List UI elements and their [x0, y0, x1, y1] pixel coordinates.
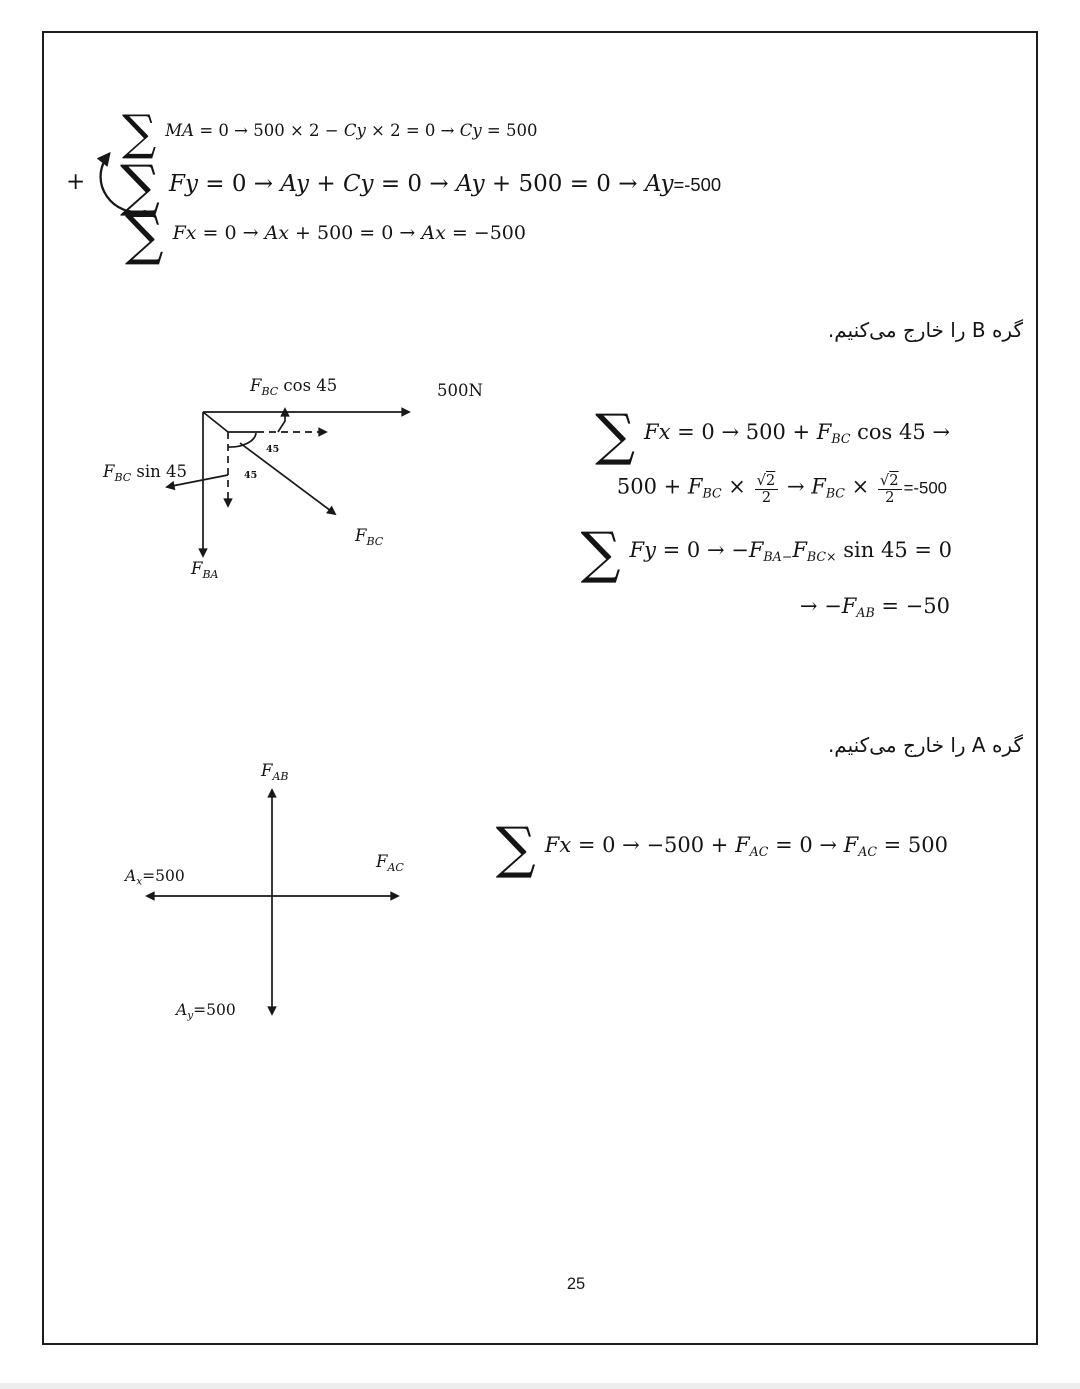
- moment-plus-sign: +: [66, 169, 86, 195]
- label-ax-500: $A_x=500$: [125, 867, 185, 888]
- label-fbc-cos45: $F_{BC}$ cos 45: [250, 376, 338, 398]
- caption-extract-node-b: گره B را خارج می‌کنیم.: [827, 318, 1023, 342]
- summation-icon: ∑: [595, 403, 636, 468]
- node-b-free-body-diagram: [95, 365, 500, 590]
- label-fab: $F_{AB}$: [261, 761, 289, 783]
- summation-icon: ∑: [580, 521, 621, 586]
- angle-arc-45: [228, 433, 256, 447]
- summation-icon: ∑: [125, 204, 164, 267]
- nodeb-eq-fab-result: → −FAB = −50: [799, 594, 950, 620]
- label-fbc: $F_{BC}$: [355, 526, 384, 548]
- nodea-eq-sum-fx: ∑ Fx = 0 → −500 + FAC = 0 → FAC = 500: [495, 816, 948, 881]
- label-500n: 500N: [437, 381, 483, 400]
- nodeb-eq-sum-fx: ∑ Fx = 0 → 500 + FBC cos 45 →: [595, 403, 950, 468]
- label-fac: $F_{AC}$: [376, 852, 404, 874]
- nodeb-eq-sum-fy: ∑ Fy = 0 → −FBA−FBC× sin 45 = 0: [580, 521, 952, 586]
- node-a-free-body-diagram: [115, 750, 445, 1040]
- summation-icon: ∑: [122, 105, 157, 161]
- eq-sum-moment-a: ∑ MA = 0 → 500 × 2 − Cy × 2 = 0 → Cy = 500: [122, 105, 538, 161]
- label-angle-45-upper: 45: [266, 444, 280, 455]
- label-fba: $F_{BA}$: [191, 559, 219, 581]
- eq-sum-fx: ∑ Fx = 0 → Ax + 500 = 0 → Ax = −500: [125, 204, 526, 267]
- label-fbc-sin45: $F_{BC}$ sin 45: [103, 462, 188, 484]
- eq-sum-fy: ∑ Fy = 0 → Ay + Cy = 0 → Ay + 500 = 0 → Ay=-500: [120, 154, 722, 219]
- summation-icon: ∑: [495, 816, 536, 881]
- label-ay-500: $A_y=500$: [176, 1001, 236, 1022]
- caption-extract-node-a: گره A را خارج می‌کنیم.: [827, 733, 1023, 757]
- sqrt2-over-2-fraction: $\frac{√2}{2}$: [755, 473, 779, 507]
- sqrt2-over-2-fraction: $\frac{√2}{2}$: [878, 473, 902, 507]
- page-number: 25: [566, 1275, 586, 1293]
- nodeb-eq-fbc-fraction: 500 + FBC × $\frac{√2}{2}$ → FBC × $\frac{√2}{2}$ =-500: [616, 472, 947, 507]
- summation-icon: ∑: [120, 154, 160, 219]
- corner-segment: [203, 412, 228, 432]
- viewer-bottom-strip: [0, 1383, 1080, 1389]
- label-angle-45-lower: 45: [244, 470, 258, 481]
